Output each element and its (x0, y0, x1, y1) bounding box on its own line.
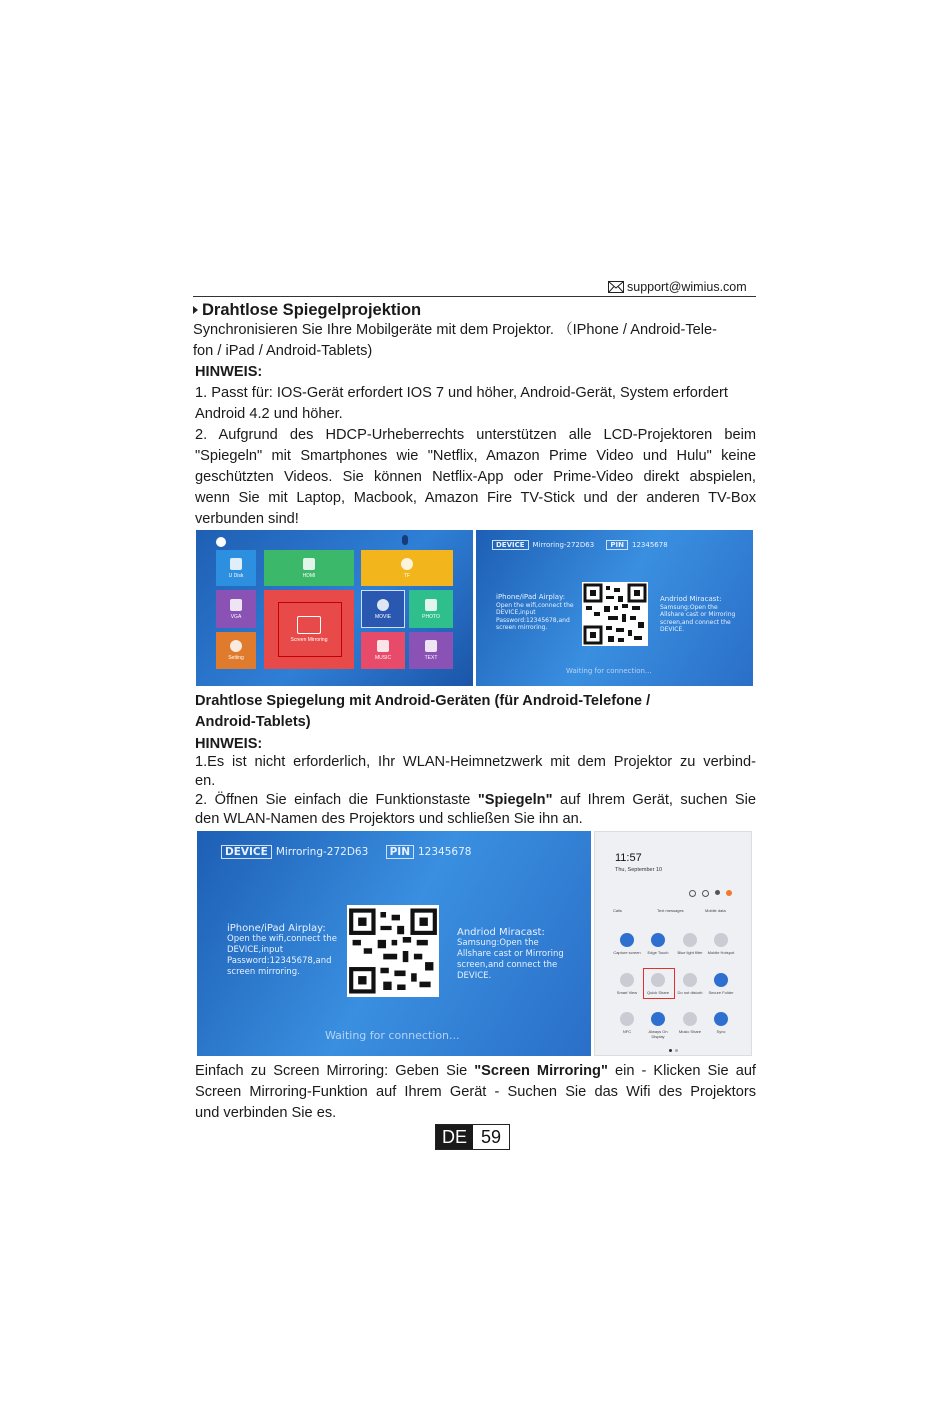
capture-screen-icon[interactable] (620, 933, 634, 947)
phone-date: Thu, September 10 (615, 867, 663, 873)
qs-label: Edge Touch (647, 950, 669, 955)
ios-line: DEVICE,input (496, 609, 536, 616)
text-line (195, 791, 756, 810)
qs-label: Music Share (678, 1029, 702, 1034)
tile-label: VGA (230, 613, 242, 620)
text-line: en. (195, 773, 216, 789)
note2-item1 (195, 753, 756, 791)
android-line: Allshare cast or Mirroring (660, 611, 736, 618)
mirroring-screen-large (197, 831, 591, 1056)
text-line (195, 1061, 756, 1082)
tile-movie (361, 590, 405, 628)
waiting-text: Waiting for connection... (325, 1029, 460, 1042)
music-share-icon[interactable] (683, 1012, 697, 1026)
projector-home-screenshot (196, 530, 473, 686)
qs-label: Quick Share (646, 990, 669, 995)
android-instructions (457, 927, 564, 982)
always-on-display-icon[interactable] (651, 1012, 665, 1026)
page-number: 59 (473, 1125, 509, 1149)
note1-item1 (195, 383, 756, 425)
power-icon (702, 890, 709, 897)
tile-label: U Disk (228, 572, 244, 579)
tile-label: Screen Mirroring (290, 637, 328, 643)
tile-label: TF (403, 572, 411, 579)
android-line: screen,and connect the (660, 618, 731, 626)
pin-tag: PIN (606, 540, 628, 550)
note1-item2 (195, 425, 756, 530)
pin-tag: PIN (386, 845, 414, 859)
qs-label: Capture screen (613, 950, 641, 955)
tile-photo (409, 590, 453, 628)
page-dots (669, 1049, 678, 1052)
qs-label: Do not disturb (677, 990, 703, 995)
secure-folder-icon[interactable] (714, 973, 728, 987)
text-line: geschützten Videos. Sie können Netflix-App oder Prime-Video direkt abspielen, (195, 469, 756, 485)
language-code: DE (436, 1125, 473, 1149)
qs-label: Blue light filter (677, 950, 703, 955)
ios-line: Password:12345678,and (496, 616, 570, 624)
do-not-disturb-icon[interactable] (683, 973, 697, 987)
qs-label: Sync (716, 1029, 726, 1034)
search-icon (689, 890, 696, 897)
device-tag: DEVICE (221, 845, 272, 859)
tile-udisk (216, 550, 256, 586)
tile-label: MUSIC (374, 655, 392, 661)
text-run-bold: "Spiegeln" (477, 792, 553, 808)
android-line: DEVICE. (660, 626, 685, 633)
android-line: screen,and connect the (457, 960, 558, 970)
ios-line: screen mirroring. (496, 624, 548, 631)
text-run: 2. Öffnen Sie einfach die Funktionstaste (195, 792, 478, 808)
triangle-bullet-icon (193, 306, 198, 314)
text-line: verbunden sind! (195, 511, 299, 527)
qs-label: Mobile Hotspot (707, 950, 735, 955)
ios-title: iPhone/iPad Airplay: (496, 593, 566, 601)
qs-label: Always On Display (648, 1029, 668, 1039)
text-line: Screen Mirroring-Funktion auf Ihrem Gerät - Suchen Sie das Wifi des Projektors (195, 1084, 756, 1100)
edge-touch-icon[interactable] (651, 933, 665, 947)
waiting-text: Waiting for connection... (566, 667, 652, 675)
phone-time: 11:57 (615, 852, 642, 864)
phone-top-label: Mobile data (705, 908, 726, 913)
qs-label: Secure Folder (708, 990, 734, 995)
qr-code-small (582, 582, 648, 646)
subsection-line: Drahtlose Spiegelung mit Android-Geräten (für Android-Telefone / (195, 693, 651, 709)
note-heading: HINWEIS: (195, 364, 263, 380)
tile-music (361, 632, 405, 669)
smart-view-icon[interactable] (620, 973, 634, 987)
header-rule (193, 296, 756, 297)
android-line: Allshare cast or Mirroring (457, 949, 564, 959)
phone-quick-settings (594, 831, 752, 1056)
text-line: 1.Es ist nicht erforderlich, Ihr WLAN-Heimnetzwerk mit dem Projektor zu verbind- (195, 754, 756, 770)
phone-header-icons (689, 890, 732, 897)
android-line: DEVICE. (457, 971, 492, 981)
text-line: 1. Passt für: IOS-Gerät erfordert IOS 7 und höher, Android-Gerät, System erfordert (195, 385, 728, 401)
phone-top-label: Calls (613, 908, 622, 913)
section-title (193, 300, 421, 320)
ios-line: Open the wifi,connect the (496, 601, 574, 609)
sync-icon[interactable] (714, 1012, 728, 1026)
text-run: Einfach zu Screen Mirroring: Geben Sie (195, 1063, 475, 1079)
tile-label: Setting (228, 655, 244, 661)
text-run: ein - Klicken Sie auf (607, 1063, 756, 1079)
text-line: "Spiegeln" mit Smartphones wie "Netflix, Amazon Prime Video und Hulu" keine (195, 448, 756, 464)
gear-icon (715, 890, 720, 895)
ios-line: Password:12345678,and (227, 956, 332, 966)
android-title: Andriod Miracast: (457, 927, 545, 938)
device-line (221, 845, 471, 859)
pin-value: 12345678 (418, 846, 472, 858)
closing-paragraph (195, 1061, 756, 1124)
tile-label: HDMI (302, 572, 316, 579)
android-instructions (660, 596, 735, 634)
section-title-text: Drahtlose Spiegelprojektion (202, 301, 422, 319)
text-run-bold: "Screen Mirroring" (474, 1063, 608, 1079)
ios-line: DEVICE,input (227, 945, 284, 955)
tile-hdmi (264, 550, 354, 586)
hotspot-icon[interactable] (714, 933, 728, 947)
qs-label: Smart View (616, 990, 638, 995)
intro-line: fon / iPad / Android-Tablets) (193, 343, 373, 359)
ios-line: screen mirroring. (227, 967, 300, 977)
tile-screen-mirroring (264, 590, 354, 669)
text-line: Android 4.2 und höher. (195, 406, 343, 422)
note2-item2 (195, 791, 756, 829)
text-line: 2. Aufgrund des HDCP-Urheberrechts unterstützen alle LCD-Projektoren beim (195, 427, 756, 443)
tile-text (409, 632, 453, 669)
ios-line: Open the wifi,connect the (227, 934, 337, 944)
text-line: wenn Sie mit Laptop, Macbook, Amazon Fire TV-Stick und der anderen TV-Box (195, 490, 756, 506)
tile-label: TEXT (424, 655, 438, 661)
intro-line: Synchronisieren Sie Ihre Mobilgeräte mit dem Projektor. （IPhone / Android-Tele- (193, 322, 718, 338)
subsection-title (195, 691, 756, 733)
ios-instructions (227, 923, 337, 978)
nfc-icon[interactable] (620, 1012, 634, 1026)
envelope-icon (608, 281, 624, 293)
home-icon (216, 537, 226, 547)
device-name: Mirroring-272D63 (275, 846, 369, 858)
highlight-box (278, 602, 342, 657)
ios-instructions (496, 594, 574, 632)
note2-heading: HINWEIS: (195, 736, 263, 752)
tile-label: MOVIE (374, 613, 392, 620)
device-tag: DEVICE (492, 540, 529, 550)
bluetooth-icon (402, 535, 408, 545)
tile-vga (216, 590, 256, 628)
text-run: auf Ihrem Gerät, suchen Sie (552, 792, 756, 808)
subsection-line: Android-Tablets) (195, 714, 311, 730)
intro-paragraph (193, 320, 756, 362)
mirroring-screen-small (476, 530, 753, 686)
tile-tf (361, 550, 453, 586)
phone-top-label: Text messages (657, 908, 684, 913)
page-number-badge (435, 1124, 510, 1150)
text-line: und verbinden Sie es. (195, 1105, 337, 1121)
android-title: Andriod Miracast: (660, 595, 722, 603)
support-email (608, 279, 756, 295)
blue-light-icon[interactable] (683, 933, 697, 947)
tile-label: PHOTO (422, 613, 440, 620)
device-line (492, 540, 668, 550)
text-line: den WLAN-Namen des Projektors und schließen Sie ihn an. (195, 811, 583, 827)
android-line: Samsung:Open the (660, 603, 718, 611)
device-name: Mirroring-272D63 (532, 541, 595, 549)
pin-value: 12345678 (632, 541, 668, 549)
qr-code-large (347, 905, 439, 997)
android-line: Samsung:Open the (457, 938, 539, 948)
tile-setting (216, 632, 256, 669)
email-text: support@wimius.com (627, 280, 747, 294)
ios-title: iPhone/iPad Airplay: (227, 923, 326, 934)
qs-label: NFC (622, 1029, 632, 1034)
notification-icon (726, 890, 732, 896)
